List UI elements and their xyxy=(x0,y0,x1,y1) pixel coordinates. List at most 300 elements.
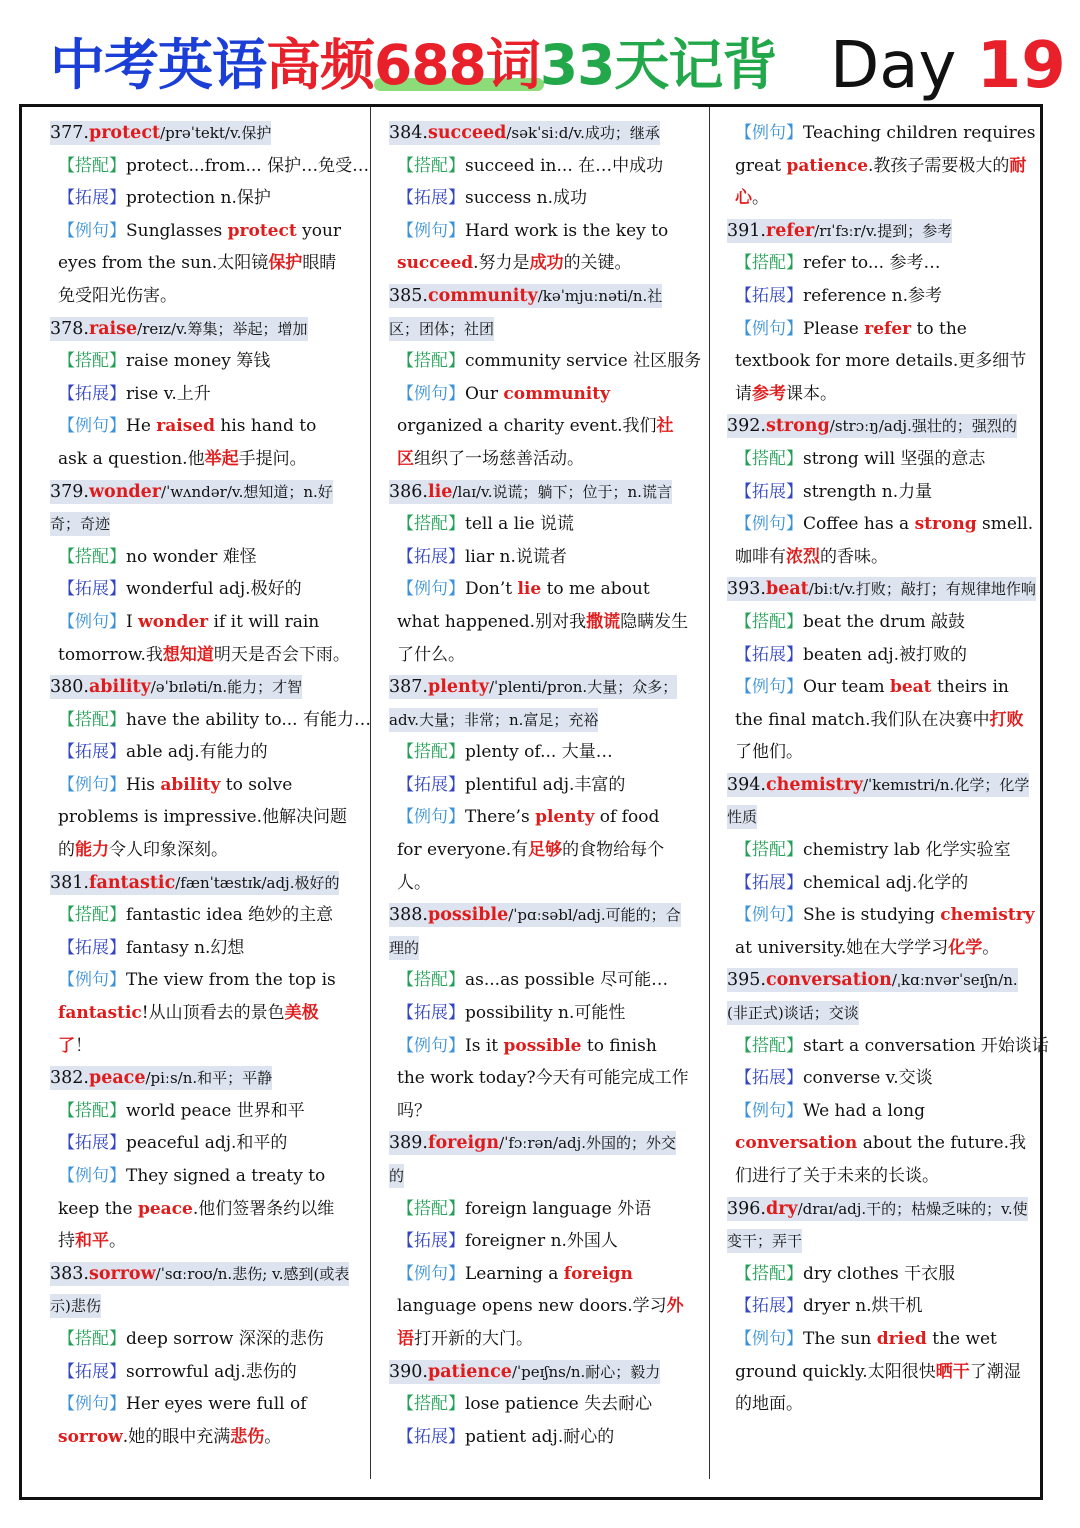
word-header-bar xyxy=(389,480,672,504)
word-header-bar xyxy=(389,675,677,732)
example-text-2: of food for everyone.有 xyxy=(397,807,660,861)
collocation xyxy=(389,1388,689,1421)
vocab-entry-387 xyxy=(389,671,689,899)
example-text-3: 的食物给每个人。 xyxy=(397,840,665,893)
example-text-1: We had a long xyxy=(803,1100,925,1121)
collocation-label: 【搭配】 xyxy=(735,253,803,274)
pronunciation-definition: /ˈpɑːsəbl/adj.可能的；合理的 xyxy=(389,906,681,957)
vocab-entry-393 xyxy=(727,573,1037,769)
extension-text: fantasy n.幻想 xyxy=(126,937,245,958)
example-label: 【例句】 xyxy=(397,579,465,600)
example-chinese-keyword: 社区 xyxy=(397,416,674,469)
example-text-1: Sunglasses xyxy=(126,220,228,241)
entry-number: 392. xyxy=(727,416,766,437)
vocab-entry-394 xyxy=(727,769,1037,965)
word-header-bar xyxy=(50,871,339,895)
headword: wonder xyxy=(88,481,162,502)
extension xyxy=(50,1356,350,1389)
headword: strong xyxy=(765,416,830,437)
example-label: 【例句】 xyxy=(735,123,803,143)
collocation-label: 【搭配】 xyxy=(397,1198,465,1219)
title-part-2-text: 高频688词 xyxy=(266,33,540,97)
extension-label: 【拓展】 xyxy=(397,1231,465,1252)
example-keyword: foreign xyxy=(563,1263,633,1284)
example-keyword: possible xyxy=(503,1035,582,1056)
example-text-2: theirs in the final match.我们队在决赛中 xyxy=(735,677,1009,730)
example-sentence xyxy=(727,1323,1037,1421)
word-header xyxy=(389,1127,689,1192)
extension xyxy=(389,997,689,1030)
example-sentence xyxy=(389,801,689,899)
vocab-entry-382 xyxy=(50,1062,350,1258)
pronunciation-definition: /səkˈsiːd/v.成功；继承 xyxy=(506,124,660,142)
word-header xyxy=(389,117,689,150)
vocab-entry-386 xyxy=(389,476,689,672)
extension-label: 【拓展】 xyxy=(58,1133,126,1154)
collocation xyxy=(50,1323,350,1356)
collocation-label: 【搭配】 xyxy=(58,1328,126,1349)
extension-text: patient adj.耐心的 xyxy=(465,1426,615,1447)
example-text-3: 隐瞒发生了什么。 xyxy=(397,611,689,665)
example-sentence xyxy=(727,1095,1037,1193)
example-text-2: .教孩子需要极大的 xyxy=(868,155,1010,176)
extension-label: 【拓展】 xyxy=(735,1068,803,1089)
headword: plenty xyxy=(427,677,489,698)
example-chinese-keyword: 保护 xyxy=(268,253,303,274)
extension-label: 【拓展】 xyxy=(58,579,126,600)
example-label: 【例句】 xyxy=(735,905,803,926)
pronunciation-definition: /ˌkɑːnvərˈseɪʃn/n.(非正式)谈话；交谈 xyxy=(727,971,1018,1023)
extension-text: rise v.上升 xyxy=(126,383,211,404)
example-sentence xyxy=(50,964,350,1062)
collocation-text: dry clothes 干衣服 xyxy=(803,1263,956,1284)
collocation-text: fantastic idea 绝妙的主意 xyxy=(126,905,334,926)
example-text-3: 的关键。 xyxy=(563,253,632,274)
example-chinese-keyword: 和平 xyxy=(75,1231,109,1252)
word-header xyxy=(50,1258,350,1323)
example-text-3: 手提问。 xyxy=(238,448,307,469)
entry-number: 387. xyxy=(389,677,428,698)
word-header-bar xyxy=(727,1197,1028,1254)
example-label: 【例句】 xyxy=(735,1328,803,1349)
example-chinese-keyword: 打败 xyxy=(989,709,1024,730)
example-sentence xyxy=(50,215,350,313)
collocation-text: no wonder 难怪 xyxy=(126,546,257,567)
example-keyword: conversation xyxy=(735,1133,858,1154)
example-keyword: refer xyxy=(864,318,912,339)
collocation-label: 【搭配】 xyxy=(397,742,465,763)
collocation-text: strong will 坚强的意志 xyxy=(803,448,986,469)
extension-text: reference n.参考 xyxy=(803,285,943,306)
example-sentence xyxy=(727,899,1037,964)
example-label: 【例句】 xyxy=(58,611,126,632)
word-header-bar xyxy=(50,1066,272,1090)
example-text-3: 令人印象深刻。 xyxy=(109,840,228,861)
collocation xyxy=(389,1193,689,1226)
example-text-2: the wet ground quickly.太阳很快 xyxy=(735,1328,997,1382)
pronunciation-definition: /ˈsɑːroʊ/n.悲伤; v.感到(或表示)悲伤 xyxy=(50,1264,350,1316)
pronunciation-definition: /ˈplenti/pron.大量；众多；adv.大量；非常；n.富足；充裕 xyxy=(389,678,678,729)
pronunciation-definition: /fænˈtæstɪk/adj.极好的 xyxy=(175,873,340,892)
collocation xyxy=(389,736,689,769)
example-text-2: !从山顶看去的景色 xyxy=(141,1003,285,1024)
collocation-text: raise money 筹钱 xyxy=(126,351,271,372)
collocation-text: beat the drum 敲鼓 xyxy=(803,611,966,632)
pronunciation-definition: /reɪz/v.筹集；举起；增加 xyxy=(137,319,308,338)
extension-text: liar n.说谎者 xyxy=(465,546,567,567)
example-chinese-keyword: 能力 xyxy=(75,840,109,861)
example-text-2: organized a charity event.我们 xyxy=(397,416,657,437)
example-label: 【例句】 xyxy=(58,970,126,991)
example-chinese-keyword: 举起 xyxy=(204,448,239,469)
vocab-entry-379 xyxy=(50,476,350,672)
word-header xyxy=(50,117,350,150)
word-header xyxy=(50,313,350,346)
entry-number: 383. xyxy=(50,1263,89,1284)
extension-text: beaten adj.被打败的 xyxy=(803,644,968,665)
vocab-entry-385 xyxy=(389,280,702,476)
collocation xyxy=(389,345,702,378)
example-text-2: about the future.我们进行了关于未来的长谈。 xyxy=(735,1133,1026,1186)
extension-label: 【拓展】 xyxy=(397,188,465,209)
example-sentence xyxy=(50,1388,350,1453)
entry-number: 377. xyxy=(50,123,89,143)
example-text-3: 课本。 xyxy=(786,383,837,404)
example-text-1: Our team xyxy=(803,677,890,698)
collocation-label: 【搭配】 xyxy=(735,1035,803,1056)
collocation xyxy=(727,834,1037,867)
example-text-1: She is studying xyxy=(803,905,941,926)
example-text-3: 眼睛免受阳光伤害。 xyxy=(58,253,337,306)
example-text-3: 。 xyxy=(752,188,769,209)
example-keyword: lie xyxy=(517,579,542,600)
extension-text: protection n.保护 xyxy=(126,188,271,209)
word-header-bar xyxy=(389,903,681,960)
extension-text: sorrowful adj.悲伤的 xyxy=(126,1361,297,1382)
word-header xyxy=(50,867,350,900)
word-header xyxy=(727,215,1037,248)
extension xyxy=(727,867,1037,900)
vocab-entry-395 xyxy=(727,964,1049,1192)
example-text-2: to the textbook for more details.更多细节请 xyxy=(735,318,1027,404)
pronunciation-definition: /əˈbɪləti/n.能力；才智 xyxy=(150,678,303,697)
extension-label: 【拓展】 xyxy=(735,481,803,502)
headword: ability xyxy=(88,677,151,698)
example-text-3: 。 xyxy=(264,1426,282,1447)
example-chinese-keyword: 耐心 xyxy=(735,155,1027,209)
pronunciation-definition: /ˈkemɪstri/n.化学；化学性质 xyxy=(727,775,1030,827)
title-part-1: 中考英语 xyxy=(50,33,267,97)
collocation xyxy=(50,541,350,574)
extension xyxy=(727,639,1037,672)
extension-label: 【拓展】 xyxy=(58,383,126,404)
example-text-3: 了潮湿的地面。 xyxy=(735,1361,1021,1415)
extension xyxy=(50,1127,350,1160)
example-label: 【例句】 xyxy=(397,807,465,828)
example-label: 【例句】 xyxy=(58,1394,126,1415)
example-text-1: They signed a treaty to keep the xyxy=(58,1166,326,1219)
vocab-entry-392 xyxy=(727,410,1037,573)
collocation-label: 【搭配】 xyxy=(735,448,803,469)
entry-number: 384. xyxy=(389,123,428,143)
example-sentence xyxy=(389,215,689,280)
example-text-1: He xyxy=(126,416,157,437)
example-text-1: Teaching children requires great xyxy=(735,123,1036,176)
example-keyword: protect xyxy=(227,220,297,241)
entry-number: 379. xyxy=(50,481,89,502)
column-divider xyxy=(709,107,710,1479)
headword: dry xyxy=(765,1198,798,1219)
extension-label: 【拓展】 xyxy=(397,774,465,795)
collocation-text: tell a lie 说谎 xyxy=(465,514,575,535)
word-header-bar xyxy=(727,414,1017,438)
extension xyxy=(727,1062,1037,1095)
collocation-label: 【搭配】 xyxy=(735,1263,803,1284)
pronunciation-definition: /rɪˈfɜːr/v.提到；参考 xyxy=(814,221,953,240)
example-sentence xyxy=(389,573,689,671)
word-header xyxy=(389,476,689,509)
collocation-label: 【搭配】 xyxy=(58,905,126,926)
example-text-1: His xyxy=(126,774,161,795)
collocation xyxy=(50,345,350,378)
day-indicator xyxy=(830,28,1066,104)
day-label: Day xyxy=(830,29,957,103)
example-sentence xyxy=(727,671,1037,769)
extension-text: able adj.有能力的 xyxy=(126,742,268,763)
extension xyxy=(389,182,689,215)
example-text-1: Her eyes were full of xyxy=(126,1394,307,1415)
extension xyxy=(389,541,689,574)
extension-text: converse v.交谈 xyxy=(803,1068,933,1089)
example-chinese-keyword: 悲伤 xyxy=(230,1426,265,1447)
entry-number: 380. xyxy=(50,677,89,698)
collocation-label: 【搭配】 xyxy=(58,709,126,730)
headword: protect xyxy=(88,123,161,143)
entry-number: 395. xyxy=(727,970,766,991)
word-header-bar xyxy=(50,1262,349,1319)
example-keyword: raised xyxy=(156,416,215,437)
column-3 xyxy=(727,117,1049,1421)
extension-text: chemical adj.化学的 xyxy=(803,872,969,893)
headword: refer xyxy=(765,220,815,241)
extension-text: strength n.力量 xyxy=(803,481,933,502)
extension xyxy=(50,182,350,215)
example-label: 【例句】 xyxy=(397,220,465,241)
pronunciation-definition: /ˈpeɪʃns/n.耐心；毅力 xyxy=(511,1362,661,1381)
entry-number: 390. xyxy=(389,1361,428,1382)
word-header xyxy=(727,573,1037,606)
example-keyword: peace xyxy=(137,1198,193,1219)
example-text-3: 的香味。 xyxy=(820,546,888,567)
collocation-text: have the ability to... 有能力… xyxy=(126,709,371,730)
word-header xyxy=(727,769,1037,834)
extension-label: 【拓展】 xyxy=(735,644,803,665)
example-text-3: 了他们。 xyxy=(735,742,803,763)
collocation-label: 【搭配】 xyxy=(397,351,465,372)
word-header xyxy=(727,964,1037,1029)
example-text-2: .努力是 xyxy=(473,253,530,274)
example-label: 【例句】 xyxy=(58,774,126,795)
collocation xyxy=(727,443,1037,476)
example-text-2: your eyes from the sun.太阳镜 xyxy=(58,220,342,274)
example-chinese-keyword: 晒干 xyxy=(935,1361,970,1382)
example-text-1: The sun xyxy=(803,1328,877,1349)
extension-label: 【拓展】 xyxy=(397,1426,465,1447)
word-header xyxy=(727,410,1037,443)
entry-number: 396. xyxy=(727,1198,766,1219)
word-header xyxy=(727,1193,1037,1258)
example-chinese-keyword: 美极了 xyxy=(58,1003,319,1056)
word-header-bar xyxy=(50,480,333,537)
extension xyxy=(50,932,350,965)
example-keyword: dried xyxy=(876,1328,927,1349)
example-chinese-keyword: 化学 xyxy=(948,937,983,958)
headword: fantastic xyxy=(88,872,176,893)
collocation xyxy=(389,508,689,541)
example-sentence xyxy=(389,1258,689,1356)
extension xyxy=(50,378,350,411)
column-2 xyxy=(389,117,702,1453)
headword: peace xyxy=(88,1068,146,1089)
pronunciation-definition: /ˈwʌndər/v.想知道；n.好奇；奇迹 xyxy=(50,482,333,534)
example-sentence xyxy=(50,606,350,671)
page-title xyxy=(50,30,776,100)
vocab-entry-391 xyxy=(727,215,1037,411)
example-text-2: if it will rain tomorrow.我 xyxy=(58,611,320,665)
extension-label: 【拓展】 xyxy=(735,1296,803,1317)
example-chinese-keyword: 外语 xyxy=(397,1296,684,1349)
pronunciation-definition: /kəˈmjuːnəti/n.社区；团体；社团 xyxy=(389,286,663,338)
collocation-text: protect...from... 保护…免受… xyxy=(126,155,370,176)
word-header-bar xyxy=(50,675,302,699)
example-text-1: Coffee has a xyxy=(803,514,915,535)
extension-label: 【拓展】 xyxy=(58,937,126,958)
example-label: 【例句】 xyxy=(397,383,465,404)
example-text-3: 。 xyxy=(982,937,1000,958)
example-text-3: 。 xyxy=(109,1231,126,1252)
page-header xyxy=(0,0,1080,104)
word-header-bar xyxy=(50,121,271,145)
headword: beat xyxy=(765,579,809,600)
collocation-label: 【搭配】 xyxy=(58,351,126,372)
example-sentence xyxy=(389,1030,689,1128)
extension-label: 【拓展】 xyxy=(735,872,803,893)
column-divider xyxy=(370,107,371,1479)
collocation-text: succeed in... 在…中成功 xyxy=(465,155,664,176)
pronunciation-definition: /draɪ/adj.干的；枯燥乏味的；v.使变干；弄干 xyxy=(727,1199,1028,1251)
title-part-3: 33天记背 xyxy=(539,33,777,97)
word-header xyxy=(50,671,350,704)
vocab-entry-381 xyxy=(50,867,350,1063)
example-sentence xyxy=(50,1160,350,1258)
example-text-1: Please xyxy=(803,318,865,339)
extension xyxy=(389,1421,689,1454)
pronunciation-definition: /strɔːŋ/adj.强壮的；强烈的 xyxy=(829,417,1017,436)
word-header-bar xyxy=(727,577,1036,601)
word-header-bar xyxy=(389,121,660,145)
collocation-text: as...as possible 尽可能… xyxy=(465,970,669,991)
example-keyword: community xyxy=(503,383,610,404)
column-1 xyxy=(50,117,371,1453)
example-sentence xyxy=(50,769,350,867)
example-keyword: plenty xyxy=(535,807,595,828)
extension-label: 【拓展】 xyxy=(735,285,803,306)
entry-number: 382. xyxy=(50,1068,89,1089)
vocab-entry-380 xyxy=(50,671,371,867)
example-label: 【例句】 xyxy=(58,1166,126,1186)
example-keyword: chemistry xyxy=(940,905,1035,926)
example-text-2: to finish the work today?今天有可能完成工作吗？ xyxy=(397,1035,689,1121)
example-label: 【例句】 xyxy=(58,220,126,241)
example-keyword: wonder xyxy=(138,611,209,632)
collocation xyxy=(50,899,350,932)
collocation-label: 【搭配】 xyxy=(397,970,465,991)
example-text-2: to solve problems is impressive.他解决问题的 xyxy=(58,774,348,861)
word-header-bar xyxy=(727,219,952,243)
pronunciation-definition: /laɪ/v.说谎；躺下；位于；n.谎言 xyxy=(452,482,672,501)
collocation-label: 【搭配】 xyxy=(58,1100,126,1121)
pronunciation-definition: /piːs/n.和平；平静 xyxy=(145,1069,273,1088)
collocation-text: start a conversation 开始谈话 xyxy=(803,1035,1049,1056)
word-header-bar xyxy=(389,1131,676,1188)
collocation-label: 【搭配】 xyxy=(58,546,126,567)
vocab-entry-390 xyxy=(389,1356,689,1454)
extension-text: plentiful adj.丰富的 xyxy=(465,774,626,795)
vocab-entry-377 xyxy=(50,117,370,313)
word-header xyxy=(389,1356,689,1389)
example-chinese-keyword: 成功 xyxy=(529,253,564,274)
collocation xyxy=(727,247,1037,280)
entry-number: 385. xyxy=(389,285,428,306)
example-keyword: fantastic xyxy=(58,1003,142,1024)
extension xyxy=(389,1225,689,1258)
extension xyxy=(50,573,350,606)
collocation-label: 【搭配】 xyxy=(397,155,465,176)
example-label: 【例句】 xyxy=(735,1100,803,1121)
example-keyword: beat xyxy=(889,677,932,698)
example-label: 【例句】 xyxy=(735,318,803,339)
example-sentence xyxy=(727,117,1037,215)
collocation xyxy=(50,704,371,737)
example-text-1: Our xyxy=(465,383,504,404)
collocation-text: chemistry lab 化学实验室 xyxy=(803,840,1011,861)
example-text-1: Don’t xyxy=(465,579,518,600)
example-text-3: 组织了一场慈善活动。 xyxy=(414,448,584,469)
word-header-bar xyxy=(50,317,308,341)
example-sentence xyxy=(727,313,1037,411)
collocation xyxy=(389,150,689,183)
example-text-2: at university.她在大学学习 xyxy=(735,937,949,958)
extension-text: peaceful adj.和平的 xyxy=(126,1133,288,1154)
example-sentence xyxy=(389,378,689,476)
collocation-text: refer to... 参考… xyxy=(803,253,941,274)
vocab-entry-389 xyxy=(389,1127,689,1355)
example-chinese-keyword: 浓烈 xyxy=(786,546,820,567)
entry-number: 391. xyxy=(727,220,766,241)
headword: succeed xyxy=(427,123,507,143)
example-chinese-keyword: 足够 xyxy=(528,840,563,861)
example-text-2: to me about what happened.别对我 xyxy=(397,579,650,632)
example-keyword: strong xyxy=(914,514,977,535)
word-header-bar xyxy=(389,1360,660,1384)
word-header-bar xyxy=(727,773,1029,830)
collocation xyxy=(389,964,689,997)
example-text-2: .他们签署条约以维持 xyxy=(58,1198,335,1252)
extension-text: wonderful adj.极好的 xyxy=(126,579,302,600)
collocation-label: 【搭配】 xyxy=(735,611,803,632)
entry-number: 381. xyxy=(50,872,89,893)
collocation-text: lose patience 失去耐心 xyxy=(465,1394,653,1415)
